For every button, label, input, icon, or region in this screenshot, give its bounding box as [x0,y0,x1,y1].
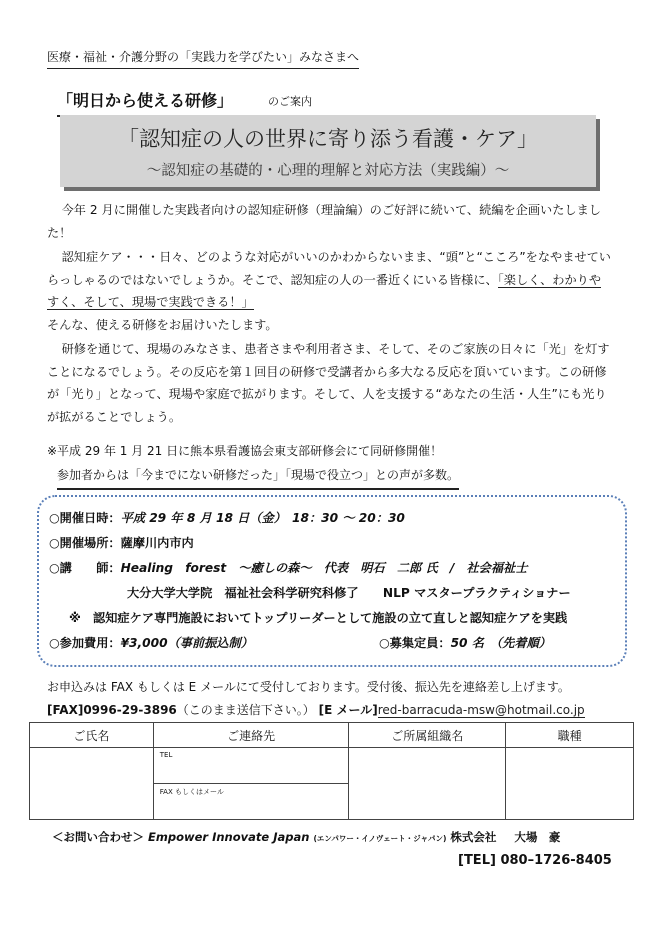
header-occupation: 職種 [506,723,634,748]
occupation-field[interactable] [506,748,634,820]
previous-event-note: ※平成 29 年 1 月 21 日に熊本県看護協会東支部研修会にて同研修開催！ [47,444,443,458]
contact-line: ＜お問い合わせ＞ Empower Innovate Japan (エンパワー・イノヴェート・ジャパン) 株式会社 大場 豪 [52,830,561,844]
email-label: [E メール] [318,703,378,717]
highlight-phrase: 「楽しく、わかりやすく、そして、現場で実践できる！」 [47,272,602,309]
event-venue: ○開催場所：薩摩川内市内 [49,536,194,550]
email-address[interactable]: red-barracuda-msw@hotmail.co.jp [377,703,585,717]
header-name: ご氏名 [30,723,154,748]
organization-field[interactable] [349,748,506,820]
intro-paragraph-3: 研修を通じて、現場のみなさま、患者さまや利用者さま、そして、そのご家族の日々に「光」を灯すことになるでしょう。その反応を第１回目の研修で受講者から多大なる反応を頂いています。この研修が「光り」となって、現場や家庭で拡がります。そして、人を支援する“あなたの生活・人生”にも光りが拡がることでしょう。 [47,342,610,424]
series-title-suffix: のご案内 [268,95,312,108]
fax-mail-field[interactable]: FAX もしくはメール [153,784,349,820]
event-lecturer: ○講 師：Healing forest ～癒しの森～ 代表 明石 二郎 氏 / 社会福祉士 [49,561,528,575]
lecturer-experience: ※ 認知症ケア専門施設においてトップリーダーとして施設の立て直しと認知症ケアを実践 [69,611,568,625]
sub-title: ～認知症の基礎的・心理的理解と対応方法（実践編）～ [146,163,510,179]
intro-paragraph-1: 今年 2 月に開催した実践者向けの認知症研修（理論編）のご好評に続いて、続編を企画いたしました！ [47,203,601,240]
lecturer-career: 大分大学大学院 福祉社会科学研究科修了 NLP マスタープラクティショナー [127,586,571,600]
series-title: 「明日から使える研修」 [57,88,233,117]
contact-tel: [TEL] 080–1726-8405 [458,853,612,868]
header-organization: ご所属組織名 [349,723,506,748]
application-form-table [29,722,634,820]
main-title: 「認知症の人の世界に寄り添う看護・ケア」 [118,127,538,151]
application-instructions: お申込みは FAX もしくは E メールにて受付しております。受付後、振込先を連絡差し上げます。 [47,680,570,694]
participant-voice: 参加者からは「今までにない研修だった」「現場で役立つ」との声が多数。 [57,466,459,490]
header-contact: ご連絡先 [153,723,349,748]
intro-paragraph-2: 認知症ケア・・・日々、どのような対応がいいのかわからないまま、“頭”と“こころ”をなやませていらっしゃるのではないでしょうか。そこで、認知症の人の一番近くにいる皆様に、「楽しく、わかりやすく、そして、現場で実践できる！」 そんな、使える研修をお届けいたします。 [47,250,611,332]
target-audience-line: 医療・福祉・介護分野の「実践力を学びたい」みなさまへ [47,48,359,69]
name-field[interactable] [30,748,154,820]
fax-email-line [47,701,585,718]
event-capacity: ○募集定員：50 名 （先着順） [379,636,551,650]
title-banner [60,115,596,187]
event-fee: ○参加費用：¥3,000（事前振込制） [49,636,253,650]
fax-note: （このまま送信下さい。） [176,703,315,717]
event-date: ○開催日時：平成 29 年 8 月 18 日（金） 18：30 ～ 20：30 [49,511,405,525]
tel-field[interactable]: TEL [153,748,349,784]
fax-number: [FAX]0996-29-3896 [47,703,177,717]
event-info-box [37,495,627,667]
